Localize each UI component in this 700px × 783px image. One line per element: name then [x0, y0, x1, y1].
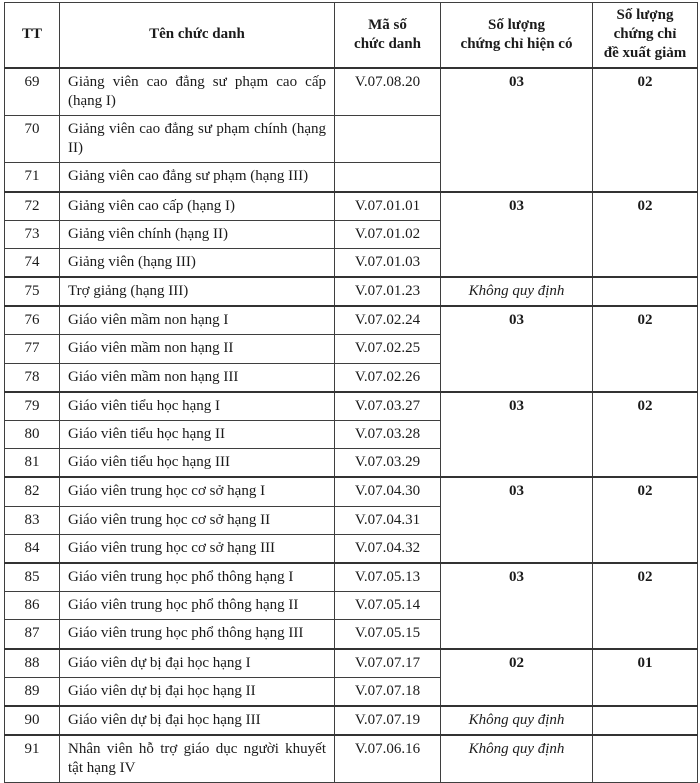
table-row [5, 192, 698, 221]
header-job-code-line1: Mã số [368, 16, 407, 33]
row-number-cell: 80 [5, 421, 60, 449]
job-code-cell: V.07.01.03 [335, 248, 441, 277]
certificates-current-cell: Không quy định [441, 277, 593, 306]
certificates-current-cell: Không quy định [441, 706, 593, 735]
job-title-cell: Giáo viên dự bị đại học hạng I [60, 649, 335, 678]
header-certificates-current [441, 3, 593, 68]
certificates-reduce-cell [593, 735, 698, 783]
certificates-reduce-cell: 02 [593, 392, 698, 478]
row-number-cell: 76 [5, 306, 60, 335]
certificates-reduce-cell [593, 706, 698, 735]
job-code-cell: V.07.07.18 [335, 677, 441, 706]
header-certificates-current-line2: chứng chỉ hiện có [460, 35, 573, 52]
table-row [5, 706, 698, 735]
job-code-cell: V.07.05.13 [335, 563, 441, 592]
job-code-cell: V.07.03.27 [335, 392, 441, 421]
row-number-cell: 86 [5, 592, 60, 620]
row-number-cell: 71 [5, 163, 60, 192]
row-number-cell: 85 [5, 563, 60, 592]
job-code-cell: V.07.02.25 [335, 335, 441, 363]
row-number-cell: 78 [5, 363, 60, 392]
job-title-cell: Giáo viên mầm non hạng II [60, 335, 335, 363]
table-row [5, 477, 698, 506]
certificates-reduce-cell: 01 [593, 649, 698, 706]
row-number-cell: 79 [5, 392, 60, 421]
row-number-cell: 70 [5, 115, 60, 162]
certificates-current-cell: 03 [441, 477, 593, 563]
row-number-cell: 75 [5, 277, 60, 306]
certificates-current-cell: 03 [441, 392, 593, 478]
table-row [5, 68, 698, 116]
row-number-cell: 90 [5, 706, 60, 735]
certificates-current-cell: 03 [441, 563, 593, 649]
job-code-cell [335, 163, 441, 192]
table-header [5, 3, 698, 68]
job-code-cell: V.07.03.29 [335, 449, 441, 478]
job-title-cell: Giảng viên cao đẳng sư phạm (hạng III) [60, 163, 335, 192]
header-job-code [335, 3, 441, 68]
certificates-reduce-cell: 02 [593, 306, 698, 392]
job-title-cell: Giáo viên trung học phổ thông hạng I [60, 563, 335, 592]
certificates-reduce-cell: 02 [593, 68, 698, 192]
certificates-current-cell: 02 [441, 649, 593, 706]
job-title-cell: Giáo viên trung học phổ thông hạng II [60, 592, 335, 620]
header-certificates-reduce-line2: chứng chỉ [613, 26, 677, 43]
job-title-cell: Giáo viên trung học cơ sở hạng I [60, 477, 335, 506]
job-title-cell: Nhân viên hỗ trợ giáo dục người khuyết tật hạng IV [60, 735, 335, 783]
row-number-cell: 82 [5, 477, 60, 506]
job-code-cell: V.07.07.17 [335, 649, 441, 678]
row-number-cell: 73 [5, 220, 60, 248]
job-code-cell: V.07.01.01 [335, 192, 441, 221]
job-title-cell: Giáo viên trung học cơ sở hạng II [60, 506, 335, 534]
job-code-cell: V.07.04.32 [335, 534, 441, 563]
job-title-cell: Trợ giảng (hạng III) [60, 277, 335, 306]
certificates-reduce-cell [593, 277, 698, 306]
job-title-cell: Giáo viên trung học cơ sở hạng III [60, 534, 335, 563]
job-code-cell: V.07.02.24 [335, 306, 441, 335]
job-title-cell: Giáo viên mầm non hạng III [60, 363, 335, 392]
job-code-cell: V.07.07.19 [335, 706, 441, 735]
header-certificates-reduce-line1: Số lượng [616, 7, 674, 23]
table-body [5, 68, 698, 783]
row-number-cell: 74 [5, 248, 60, 277]
job-title-cell: Giáo viên mầm non hạng I [60, 306, 335, 335]
certificates-current-cell: 03 [441, 68, 593, 192]
job-code-cell: V.07.06.16 [335, 735, 441, 783]
table-row [5, 277, 698, 306]
document-table-container [4, 2, 700, 783]
row-number-cell: 83 [5, 506, 60, 534]
header-certificates-reduce [593, 3, 698, 68]
table-row [5, 306, 698, 335]
job-code-cell: V.07.01.02 [335, 220, 441, 248]
row-number-cell: 77 [5, 335, 60, 363]
table-row [5, 735, 698, 783]
job-title-cell: Giảng viên cao đẳng sư phạm chính (hạng II) [60, 115, 335, 162]
row-number-cell: 69 [5, 68, 60, 116]
job-title-cell: Giảng viên cao cấp (hạng I) [60, 192, 335, 221]
certificates-reduce-cell: 02 [593, 477, 698, 563]
header-certificates-reduce-line3: đề xuất giảm [603, 45, 687, 62]
job-title-certificate-table [4, 2, 698, 783]
certificates-reduce-cell: 02 [593, 563, 698, 649]
row-number-cell: 88 [5, 649, 60, 678]
job-code-cell: V.07.08.20 [335, 68, 441, 116]
job-code-cell: V.07.04.31 [335, 506, 441, 534]
header-row [5, 3, 698, 68]
row-number-cell: 87 [5, 620, 60, 649]
job-code-cell: V.07.01.23 [335, 277, 441, 306]
row-number-cell: 84 [5, 534, 60, 563]
job-title-cell: Giáo viên tiểu học hạng II [60, 421, 335, 449]
certificates-reduce-cell: 02 [593, 192, 698, 278]
header-tt: TT [5, 3, 60, 68]
header-certificates-current-line1: Số lượng [488, 16, 545, 33]
header-job-title: Tên chức danh [60, 3, 335, 68]
job-code-cell: V.07.03.28 [335, 421, 441, 449]
header-job-code-line2: chức danh [354, 35, 421, 52]
job-code-cell: V.07.02.26 [335, 363, 441, 392]
row-number-cell: 81 [5, 449, 60, 478]
job-title-cell: Giảng viên chính (hạng II) [60, 220, 335, 248]
table-row [5, 649, 698, 678]
table-row [5, 563, 698, 592]
job-title-cell: Giảng viên (hạng III) [60, 248, 335, 277]
table-row [5, 392, 698, 421]
job-code-cell: V.07.05.14 [335, 592, 441, 620]
row-number-cell: 91 [5, 735, 60, 783]
row-number-cell: 89 [5, 677, 60, 706]
job-code-cell [335, 115, 441, 162]
certificates-current-cell: 03 [441, 306, 593, 392]
job-code-cell: V.07.04.30 [335, 477, 441, 506]
job-title-cell: Giáo viên dự bị đại học hạng III [60, 706, 335, 735]
job-title-cell: Giảng viên cao đẳng sư phạm cao cấp (hạng I) [60, 68, 335, 116]
row-number-cell: 72 [5, 192, 60, 221]
job-title-cell: Giáo viên tiểu học hạng I [60, 392, 335, 421]
job-code-cell: V.07.05.15 [335, 620, 441, 649]
certificates-current-cell: Không quy định [441, 735, 593, 783]
job-title-cell: Giáo viên trung học phổ thông hạng III [60, 620, 335, 649]
job-title-cell: Giáo viên tiểu học hạng III [60, 449, 335, 478]
certificates-current-cell: 03 [441, 192, 593, 278]
job-title-cell: Giáo viên dự bị đại học hạng II [60, 677, 335, 706]
